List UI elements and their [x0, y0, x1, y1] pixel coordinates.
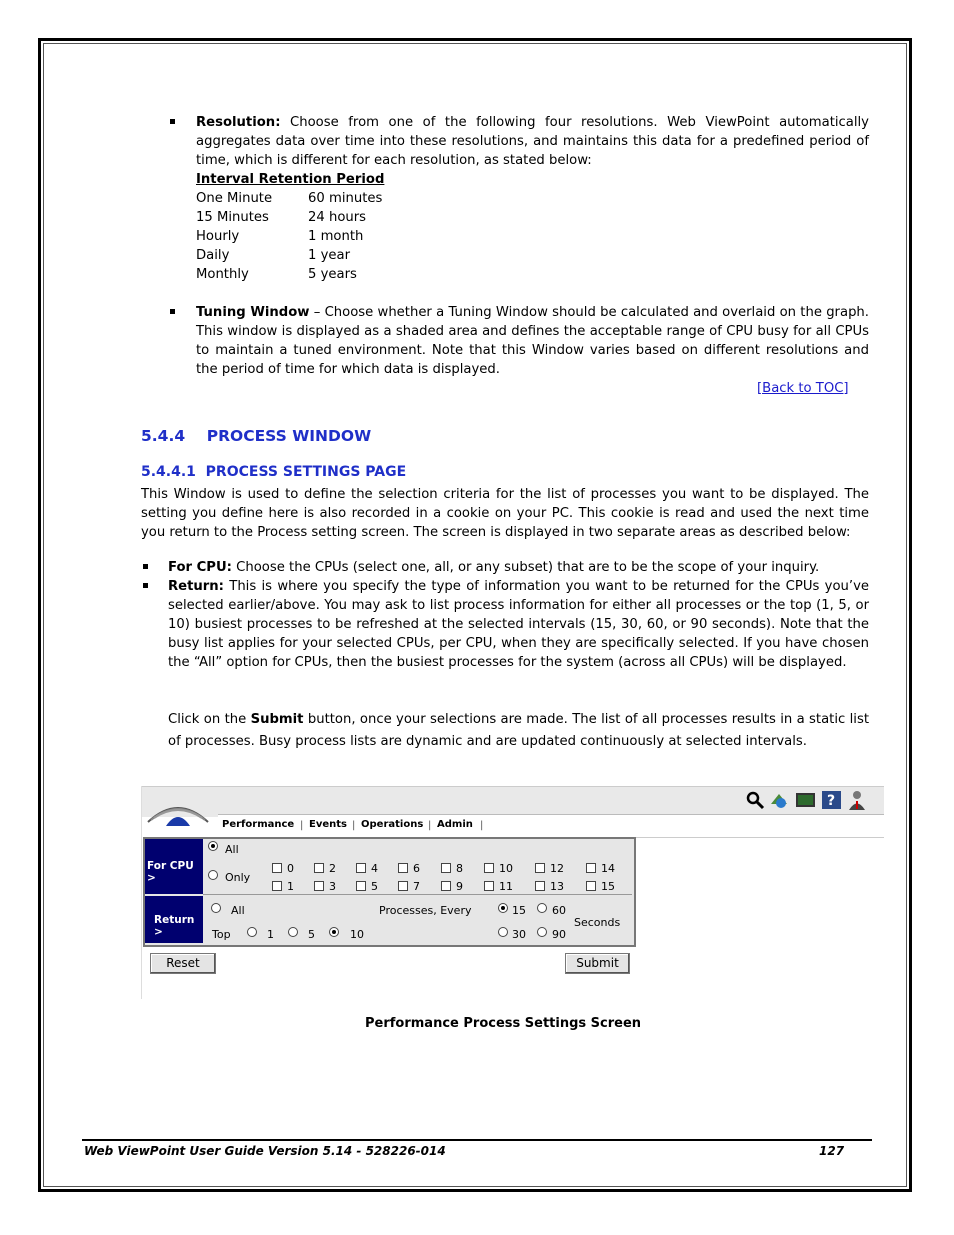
top-10-label: 10	[350, 928, 364, 941]
process-settings-screenshot	[141, 786, 884, 999]
cpu-checkbox[interactable]	[356, 863, 366, 873]
panel-divider	[203, 894, 632, 895]
tuning-paragraph	[196, 303, 869, 379]
cpu-all-label: All	[225, 843, 239, 856]
retention-period: 60 minutes	[308, 191, 383, 206]
retention-period: 1 year	[308, 248, 351, 263]
tuning-text: – Choose whether a Tuning Window should be calculated and overlaid on the graph. This window is displayed as a shaded area and defines the acceptable range of CPU busy for all CPUs to maintain a tuned environment. Note that this Window varies based on different resolutions and the period of time for which data is displayed.	[196, 305, 869, 377]
cpu-checkbox[interactable]	[398, 863, 408, 873]
resolution-text: Choose from one of the following four resolutions. Web ViewPoint automatically aggregates data over time into these resolutions, and maintains this data for a predefined period of time, which is different for each resolution, as stated below:	[196, 115, 869, 168]
app-logo	[146, 798, 210, 828]
retention-period: 5 years	[308, 267, 357, 282]
return-all-radio[interactable]	[211, 903, 221, 913]
cpu-checkbox[interactable]	[484, 863, 494, 873]
interval-60-label: 60	[552, 904, 566, 917]
footer-title: Web ViewPoint User Guide Version 5.14 - 528226-014	[84, 1144, 446, 1158]
cpu-only-label: Only	[225, 871, 251, 884]
cpu-checkbox[interactable]	[586, 881, 596, 891]
retention-interval: Daily	[196, 248, 230, 263]
subsection-heading: 5.4.4.1 PROCESS SETTINGS PAGE	[141, 464, 407, 480]
cpu-bullet-text: For CPU: Choose the CPUs (select one, all, or any subset) that are to be the scope of your inquiry.	[168, 560, 820, 575]
nav-menu: Performance | Events | Operations | Admin |	[218, 814, 884, 838]
top-1-label: 1	[267, 928, 274, 941]
cpu-checkbox[interactable]	[441, 863, 451, 873]
interval-15-radio[interactable]	[498, 903, 508, 913]
top-5-radio[interactable]	[288, 927, 298, 937]
return-all-label: All	[231, 904, 245, 917]
menu-events[interactable]: Events	[309, 819, 347, 830]
cpu-checkbox-label: 7	[413, 880, 420, 893]
interval-30-label: 30	[512, 928, 526, 941]
interval-30-radio[interactable]	[498, 927, 508, 937]
top-10-radio[interactable]	[329, 927, 339, 937]
cpu-checkbox-label: 12	[550, 862, 564, 875]
footer-rule	[82, 1139, 872, 1141]
cpu-checkbox-label: 11	[499, 880, 513, 893]
cpu-checkbox[interactable]	[535, 863, 545, 873]
cpu-checkbox-label: 2	[329, 862, 336, 875]
retention-interval: Hourly	[196, 229, 240, 244]
cpu-checkbox[interactable]	[356, 881, 366, 891]
bullet-marker	[143, 583, 148, 588]
retention-interval: Monthly	[196, 267, 249, 282]
resolution-lead: Resolution:	[196, 115, 281, 130]
bullet-marker	[170, 309, 175, 314]
retention-table-header: Interval Retention Period	[196, 172, 385, 187]
retention-interval: One Minute	[196, 191, 273, 206]
cpu-checkbox-label: 6	[413, 862, 420, 875]
intro-paragraph: This Window is used to define the selection criteria for the list of processes you want to be displayed. The setting you define here is also recorded in a cookie on your PC. This cookie is read and used the next time you return to the Process setting screen. The screen is displayed in two separate areas as described below:	[141, 487, 869, 540]
top-label: Top	[212, 928, 231, 941]
cpu-checkbox[interactable]	[314, 881, 324, 891]
reset-button[interactable]: Reset	[150, 953, 216, 974]
cpu-checkbox-label: 13	[550, 880, 564, 893]
menu-operations[interactable]: Operations	[361, 819, 424, 830]
interval-15-label: 15	[512, 904, 526, 917]
terminal-icon[interactable]	[795, 790, 817, 810]
cpu-all-radio[interactable]	[208, 841, 218, 851]
retention-period: 24 hours	[308, 210, 367, 225]
cpu-checkbox[interactable]	[272, 881, 282, 891]
cpu-checkbox-label: 5	[371, 880, 378, 893]
cpu-checkbox[interactable]	[314, 863, 324, 873]
bullet-marker	[143, 564, 148, 569]
interval-90-label: 90	[552, 928, 566, 941]
page-number: 127	[819, 1144, 845, 1158]
cpu-checkbox-label: 3	[329, 880, 336, 893]
cpu-checkbox-label: 8	[456, 862, 463, 875]
top-1-radio[interactable]	[247, 927, 257, 937]
cpu-checkbox[interactable]	[441, 881, 451, 891]
menu-admin[interactable]: Admin	[437, 819, 473, 830]
help-icon[interactable]	[821, 790, 843, 810]
cpu-checkbox[interactable]	[535, 881, 545, 891]
cpu-checkbox[interactable]	[272, 863, 282, 873]
cpu-checkbox-label: 14	[601, 862, 615, 875]
back-to-toc-link[interactable]: [Back to TOC]	[757, 381, 849, 396]
cpu-checkbox-label: 10	[499, 862, 513, 875]
cpu-checkbox-label: 0	[287, 862, 294, 875]
submit-paragraph: Click on the Submit button, once your selections are made. The list of all processes results in a static list of processes. Busy process lists are dynamic and are updated continuously at selected intervals.	[168, 712, 869, 749]
menu-performance[interactable]: Performance	[222, 819, 295, 830]
for-cpu-label: For CPU >	[145, 839, 203, 894]
seconds-label: Seconds	[574, 916, 621, 929]
retention-period: 1 month	[308, 229, 364, 244]
cpu-checkbox-label: 1	[287, 880, 294, 893]
refresh-icon[interactable]	[768, 790, 790, 810]
bullet-marker	[170, 119, 175, 124]
return-label: Return >	[145, 896, 203, 943]
interval-60-radio[interactable]	[537, 903, 547, 913]
cpu-checkbox[interactable]	[398, 881, 408, 891]
submit-button[interactable]: Submit	[565, 953, 630, 974]
cpu-only-radio[interactable]	[208, 870, 218, 880]
interval-90-radio[interactable]	[537, 927, 547, 937]
cpu-checkbox[interactable]	[484, 881, 494, 891]
search-icon[interactable]	[745, 790, 765, 810]
return-bullet-text: Return: This is where you specify the type of information you want to be returned for the CPUs you’ve selected earlier/above. You may ask to list process information for either all processes or the top (1, 5, or 10) busiest processes to be refreshed at the selected intervals (15, 30, 60, or 90 seconds). Note that the busy list applies for your selected CPUs, per CPU, when they are specifically selected. If you have chosen the “All” option for CPUs, then the busiest processes for the system (across all CPUs) will be displayed.	[168, 579, 869, 670]
tuning-lead: Tuning Window	[196, 305, 310, 320]
cpu-checkbox-label: 15	[601, 880, 615, 893]
processes-every-label: Processes, Every	[379, 904, 472, 917]
resolution-paragraph	[196, 113, 869, 170]
cpu-checkbox-label: 9	[456, 880, 463, 893]
section-heading: 5.4.4 PROCESS WINDOW	[141, 427, 372, 445]
user-icon[interactable]	[847, 789, 867, 811]
cpu-checkbox[interactable]	[586, 863, 596, 873]
svg-text:?: ?	[827, 793, 836, 809]
figure-caption: Performance Process Settings Screen	[365, 1016, 642, 1031]
top-5-label: 5	[308, 928, 315, 941]
cpu-checkbox-label: 4	[371, 862, 378, 875]
retention-interval: 15 Minutes	[196, 210, 269, 225]
